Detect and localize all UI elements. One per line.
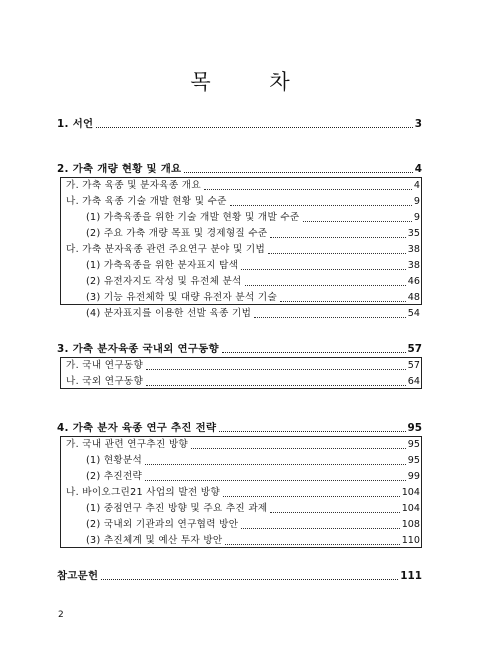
toc-label: 다. 가축 분자육종 관련 주요연구 분야 및 기법 [66, 244, 266, 255]
leader-dots [280, 300, 406, 302]
page-title: 목 차 [190, 70, 316, 94]
toc-entry-2-da-3[interactable] [0, 288, 480, 304]
toc-label: (1) 현황분석 [86, 455, 143, 466]
toc-entry-3-ga[interactable] [0, 356, 480, 372]
leader-dots [204, 188, 412, 190]
toc-entry-4-na-3[interactable] [0, 531, 480, 547]
leader-dots [268, 252, 406, 254]
toc-page: 9 [413, 196, 420, 207]
toc-label: (2) 유전자지도 작성 및 유전체 분석 [86, 276, 242, 287]
toc-label: (1) 가축육종을 위한 기술 개발 현황 및 개발 수준 [86, 212, 300, 223]
toc-page: 3 [414, 118, 422, 130]
leader-dots [241, 268, 406, 270]
toc-label: 나. 바이오그린21 사업의 발전 방향 [66, 487, 220, 498]
toc-page: 46 [407, 276, 420, 287]
leader-dots [223, 495, 400, 497]
toc-label: (3) 기능 유전체학 및 대량 유전자 분석 기술 [86, 292, 278, 303]
leader-dots [303, 220, 412, 222]
leader-dots [225, 543, 399, 545]
leader-dots [146, 384, 406, 386]
toc-page: 4 [413, 180, 420, 191]
toc-entry-4-na-2[interactable] [0, 515, 480, 531]
toc-entry-2-da[interactable] [0, 240, 480, 256]
toc-label: 나. 국외 연구동향 [66, 376, 144, 387]
leader-dots [270, 236, 405, 238]
toc-page: 95 [407, 422, 422, 434]
toc-entry-4-ga[interactable] [0, 435, 480, 451]
toc-page: 38 [407, 244, 420, 255]
toc-label: 가. 국내 관련 연구추진 방향 [66, 439, 188, 450]
toc-label: 나. 가축 육종 기술 개발 현황 및 수준 [66, 196, 227, 207]
toc-page: 108 [401, 519, 420, 530]
leader-dots [219, 430, 405, 432]
toc-page: 95 [407, 455, 420, 466]
leader-dots [191, 447, 406, 449]
toc-label: (3) 추진체계 및 예산 투자 방안 [86, 535, 223, 546]
toc-entry-4-na[interactable] [0, 483, 480, 499]
toc-entry-4-ga-2[interactable] [0, 467, 480, 483]
toc-entry-section-2[interactable] [0, 159, 480, 175]
toc-label: 참고문헌 [57, 570, 99, 582]
leader-dots [270, 511, 399, 513]
toc-label: 4. 가축 분자 육종 연구 추진 전략 [57, 422, 217, 434]
leader-dots [230, 204, 412, 206]
toc-entry-2-da-1[interactable] [0, 256, 480, 272]
toc-entry-section-4[interactable] [0, 418, 480, 434]
toc-entry-2-da-4[interactable] [0, 304, 480, 320]
toc-entry-section-3[interactable] [0, 339, 480, 355]
toc-page: 95 [407, 439, 420, 450]
toc-page: 35 [407, 228, 420, 239]
toc-page: 4 [414, 163, 422, 175]
toc-label: (2) 주요 가축 개량 목표 및 경제형질 수준 [86, 228, 268, 239]
toc-page: 57 [407, 360, 420, 371]
leader-dots [146, 368, 406, 370]
toc-entry-2-na[interactable] [0, 192, 480, 208]
leader-dots [222, 351, 406, 353]
toc-entry-2-da-2[interactable] [0, 272, 480, 288]
toc-page: 111 [400, 570, 422, 582]
toc-page: 64 [407, 376, 420, 387]
toc-page: 99 [407, 471, 420, 482]
toc-page: 104 [401, 487, 420, 498]
toc-page: 104 [401, 503, 420, 514]
toc-label: 3. 가축 분자육종 국내외 연구동향 [57, 343, 219, 355]
leader-dots [145, 463, 406, 465]
leader-dots [184, 171, 412, 173]
leader-dots [96, 126, 412, 128]
toc-label: 가. 국내 연구동향 [66, 360, 144, 371]
toc-page: 9 [413, 212, 420, 223]
toc-label: (2) 추진전략 [86, 471, 143, 482]
toc-label: 2. 가축 개량 현황 및 개요 [57, 163, 182, 175]
toc-page: 38 [407, 260, 420, 271]
toc-entry-2-na-1[interactable] [0, 208, 480, 224]
toc-entry-4-na-1[interactable] [0, 499, 480, 515]
toc-page: 54 [407, 308, 420, 319]
page-number: 2 [58, 610, 64, 620]
leader-dots [101, 578, 398, 580]
toc-label: (2) 국내외 기관과의 연구협력 방안 [86, 519, 239, 530]
toc-entry-3-na[interactable] [0, 372, 480, 388]
toc-label: 1. 서언 [57, 118, 94, 130]
toc-entry-2-na-2[interactable] [0, 224, 480, 240]
toc-label: (4) 분자표지를 이용한 선발 육종 기법 [86, 308, 252, 319]
toc-page: 57 [407, 343, 422, 355]
toc-entry-introduction[interactable] [0, 114, 480, 130]
leader-dots [254, 316, 406, 318]
toc-entry-2-ga[interactable] [0, 176, 480, 192]
toc-label: (1) 가축육종을 위한 분자표지 탐색 [86, 260, 239, 271]
toc-label: (1) 중점연구 추진 방향 및 주요 추진 과제 [86, 503, 268, 514]
leader-dots [145, 479, 406, 481]
toc-page: 48 [407, 292, 420, 303]
toc-entry-4-ga-1[interactable] [0, 451, 480, 467]
leader-dots [245, 284, 406, 286]
toc-label: 가. 가축 육종 및 분자육종 개요 [66, 180, 201, 191]
toc-page: 110 [401, 535, 420, 546]
toc-entry-references[interactable] [0, 566, 480, 582]
leader-dots [241, 527, 399, 529]
